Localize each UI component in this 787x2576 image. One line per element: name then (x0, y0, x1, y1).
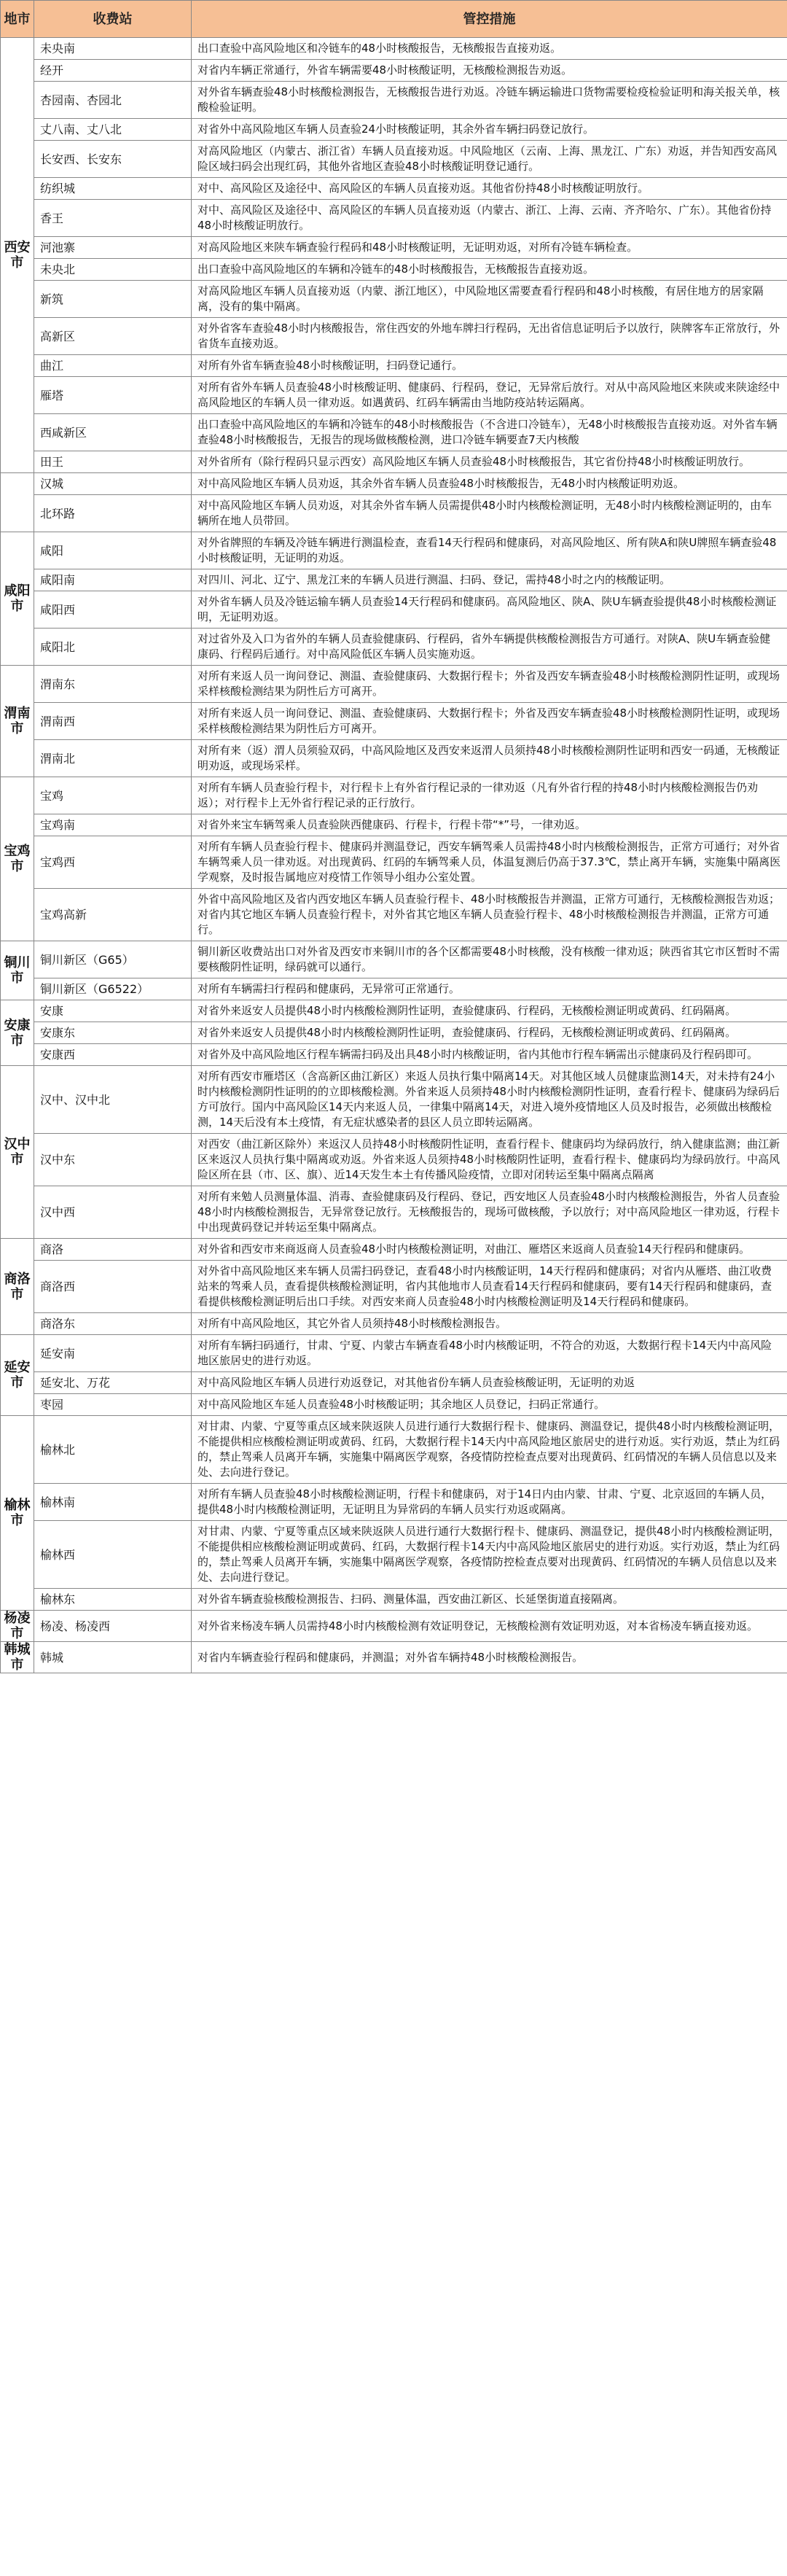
table-row (1, 60, 787, 82)
measure-cell: 铜川新区收费站出口对外省及西安市来铜川市的各个区都需要48小时核酸，没有核酸一律劝返；陕西省其它市区暂时不需要核酸阴性证明，绿码就可以通行。 (192, 941, 787, 978)
measure-cell: 对高风险地区车辆人员直接劝返（内蒙、浙江地区），中风险地区需要查看行程码和48小时核酸，有居住地方的居家隔离，没有的集中隔离。 (192, 281, 787, 318)
measure-cell: 对所有车辆人员查验48小时核酸检测证明，行程卡和健康码，对于14日内由内蒙、甘肃、宁夏、北京返回的车辆人员，提供48小时内核酸检测证明，无证明且为异常码的车辆人员实行劝返或隔离。 (192, 1484, 787, 1521)
table-row (1, 1611, 787, 1642)
table-row (1, 1372, 787, 1394)
station-cell: 宝鸡南 (34, 814, 192, 836)
station-cell: 未央北 (34, 259, 192, 281)
table-row (1, 591, 787, 629)
station-cell: 汉中西 (34, 1186, 192, 1239)
header-measure: 管控措施 (192, 1, 787, 38)
measure-cell: 对甘肃、内蒙、宁夏等重点区域来陕返陕人员进行通行大数据行程卡、健康码、测温登记，提供48小时内核酸检测证明，不能提供相应核酸检测证明或黄码、红码，大数据行程卡14天内中高风险地区旅居史的进行劝返。实行劝返，禁止为红码的，禁止驾乘人员离开车辆，实施集中隔离医学观察，各疫情防控检查点要对出现黄码、红码情况的车辆人员信息以及来处、去向进行登记。 (192, 1416, 787, 1484)
station-cell: 新筑 (34, 281, 192, 318)
table-row (1, 569, 787, 591)
measure-cell: 对所有外省车辆查验48小时核酸证明，扫码登记通行。 (192, 355, 787, 377)
city-cell (1, 473, 34, 532)
measure-cell: 对外省车辆查验48小时核酸检测报告，无核酸报告进行劝返。冷链车辆运输进口货物需要检疫检验证明和海关报关单，核酸检验证明。 (192, 82, 787, 119)
measure-cell: 对外省车辆查验核酸检测报告、扫码、测量体温，西安曲江新区、长延堡街道直接隔离。 (192, 1589, 787, 1611)
station-cell: 河池寨 (34, 237, 192, 259)
table-row (1, 1239, 787, 1261)
table-row (1, 119, 787, 141)
station-cell: 商洛西 (34, 1261, 192, 1313)
station-cell: 长安西、长安东 (34, 141, 192, 178)
station-cell: 咸阳西 (34, 591, 192, 629)
table-row (1, 318, 787, 355)
station-cell: 纺织城 (34, 178, 192, 200)
measure-cell: 出口查验中高风险地区的车辆和冷链车的48小时核酸报告，无核酸报告直接劝返。 (192, 259, 787, 281)
table-row (1, 1394, 787, 1416)
table-row (1, 377, 787, 414)
station-cell: 宝鸡 (34, 777, 192, 814)
measure-cell: 对省外来返安人员提供48小时内核酸检测阴性证明，查验健康码、行程码，无核酸检测证明或黄码、红码隔离。 (192, 1022, 787, 1044)
measure-cell: 对高风险地区（内蒙古、浙江省）车辆人员直接劝返。中风险地区（云南、上海、黑龙江、广东）劝返，并告知西安高风险区域扫码会出现红码，其他外省地区查验48小时核酸证明登记通行。 (192, 141, 787, 178)
city-cell: 西安市 (1, 38, 34, 473)
station-cell: 商洛东 (34, 1313, 192, 1335)
measure-cell: 对过省外及入口为省外的车辆人员查验健康码、行程码，省外车辆提供核酸检测报告方可通行。对陕A、陕U车辆查验健康码、行程码后通行。对中高风险低区车辆人员实施劝返。 (192, 629, 787, 666)
measure-cell: 对外省客车查验48小时内核酸报告，常住西安的外地车牌扫行程码，无出省信息证明后予以放行，陕牌客车正常放行，外省货车直接劝返。 (192, 318, 787, 355)
table-row (1, 1044, 787, 1066)
table-row (1, 141, 787, 178)
station-cell: 宝鸡西 (34, 836, 192, 889)
station-cell: 延安北、万花 (34, 1372, 192, 1394)
measure-cell: 外省中高风险地区及省内西安地区车辆人员查验行程卡、48小时核酸报告并测温，正常方可通行，无核酸检测报告劝返；对省内其它地区车辆人员查验行程卡，对外省其它地区车辆人员查验行程卡、48小时核酸检测报告并测温，正常方可通行。 (192, 889, 787, 941)
station-cell: 安康东 (34, 1022, 192, 1044)
station-cell: 杏园南、杏园北 (34, 82, 192, 119)
station-cell: 韩城 (34, 1642, 192, 1673)
table-row (1, 495, 787, 532)
table-row (1, 1134, 787, 1186)
table-row (1, 532, 787, 569)
city-cell: 渭南市 (1, 666, 34, 777)
measure-cell: 对所有来返人员一询问登记、测温、查验健康码、大数据行程卡；外省及西安车辆查验48小时核酸检测阴性证明，或现场采样核酸检测结果为阴性后方可离开。 (192, 666, 787, 703)
table-row (1, 777, 787, 814)
measure-cell: 对所有西安市雁塔区（含高新区曲江新区）来返人员执行集中隔离14天。对其他区域人员健康监测14天，对未持有24小时内核酸检测阴性证明的的立即核酸检测。外省来返人员须持48小时内核酸检测阴性证明，查看行程卡、健康码为绿码后方可放行。国内中高风险区14天内来返人员，一律集中隔离14天，对进入境外疫情地区人员及时报告，必须做出核酸检测，14天后没有本土疫情，有无症状感染者的县区人员立即转运隔离。 (192, 1066, 787, 1134)
station-cell: 咸阳南 (34, 569, 192, 591)
measure-cell: 对所有省外车辆人员查验48小时核酸证明、健康码、行程码，登记，无异常后放行。对从中高风险地区来陕或来陕途经中高风险地区的车辆人员一律劝返。如遇黄码、红码车辆需由当地防疫站转运隔离。 (192, 377, 787, 414)
table-row (1, 629, 787, 666)
measure-cell: 对中高风险地区车辆人员进行劝返登记，对其他省份车辆人员查验核酸证明，无证明的劝返 (192, 1372, 787, 1394)
table-row (1, 355, 787, 377)
table-row (1, 1521, 787, 1589)
station-cell: 渭南西 (34, 703, 192, 740)
station-cell: 曲江 (34, 355, 192, 377)
measure-cell: 对所有车辆需扫行程码和健康码，无异常可正常通行。 (192, 978, 787, 1000)
measure-cell: 对所有中高风险地区，其它外省人员须持48小时核酸检测报告。 (192, 1313, 787, 1335)
table-row (1, 1589, 787, 1611)
station-cell: 未央南 (34, 38, 192, 60)
table-row (1, 414, 787, 451)
city-cell: 韩城市 (1, 1642, 34, 1673)
table-body (1, 38, 787, 1673)
measure-cell: 对所有来返人员一询问登记、测温、查验健康码、大数据行程卡；外省及西安车辆查验48小时核酸检测阴性证明，或现场采样核酸检测结果为阴性后方可离开。 (192, 703, 787, 740)
station-cell: 北环路 (34, 495, 192, 532)
station-cell: 安康 (34, 1000, 192, 1022)
measure-cell: 对省外来宝车辆驾乘人员查验陕西健康码、行程卡，行程卡带“*”号，一律劝返。 (192, 814, 787, 836)
measure-cell: 对省内车辆查验行程码和健康码，并测温；对外省车辆持48小时核酸检测报告。 (192, 1642, 787, 1673)
measure-cell: 对省外及中高风险地区行程车辆需扫码及出具48小时内核酸证明，省内其他市行程车辆需出示健康码及行程码即可。 (192, 1044, 787, 1066)
measure-cell: 对西安（曲江新区除外）来返汉人员持48小时核酸阴性证明，查看行程卡、健康码均为绿码放行，纳入健康监测；曲江新区来返汉人员执行集中隔离或劝返。外省来返人员须持48小时核酸阴性证明，查看行程卡、健康码均为绿码放行。中高风险区所在县（市、区、旗）、近14天发生本土有传播风险疫情，立即对闭转运至集中隔离点隔离 (192, 1134, 787, 1186)
table-row (1, 38, 787, 60)
station-cell: 延安南 (34, 1335, 192, 1372)
measure-cell: 对中、高风险区及途径中、高风险区的车辆人员直接劝返。其他省份持48小时核酸证明放行。 (192, 178, 787, 200)
station-cell: 安康西 (34, 1044, 192, 1066)
header-city: 地市 (1, 1, 34, 38)
station-cell: 汉中东 (34, 1134, 192, 1186)
city-cell: 咸阳市 (1, 532, 34, 666)
measure-cell: 对所有车辆人员查验行程卡，对行程卡上有外省行程记录的一律劝返（凡有外省行程的持48小时内核酸检测报告仍劝返）；对行程卡上无外省行程记录的正行放行。 (192, 777, 787, 814)
station-cell: 渭南北 (34, 740, 192, 777)
station-cell: 榆林南 (34, 1484, 192, 1521)
station-cell: 枣园 (34, 1394, 192, 1416)
station-cell: 西咸新区 (34, 414, 192, 451)
station-cell: 香王 (34, 200, 192, 237)
measure-cell: 对所有来（返）渭人员须验双码，中高风险地区及西安来返渭人员须持48小时核酸检测阴性证明和西安一码通，无核酸证明劝返，或现场采样。 (192, 740, 787, 777)
measure-cell: 对四川、河北、辽宁、黑龙江来的车辆人员进行测温、扫码、登记，需持48小时之内的核酸证明。 (192, 569, 787, 591)
table-row (1, 814, 787, 836)
measure-cell: 对省外来返安人员提供48小时内核酸检测阴性证明，查验健康码、行程码，无核酸检测证明或黄码、红码隔离。 (192, 1000, 787, 1022)
table-row (1, 836, 787, 889)
city-cell: 延安市 (1, 1335, 34, 1416)
table-row (1, 1186, 787, 1239)
measure-cell: 对省内车辆正常通行，外省车辆需要48小时核酸证明，无核酸检测报告劝返。 (192, 60, 787, 82)
table-row (1, 1022, 787, 1044)
measure-cell: 对高风险地区来陕车辆查验行程码和48小时核酸证明，无证明劝返，对所有冷链车辆检查。 (192, 237, 787, 259)
table-row (1, 978, 787, 1000)
table-row (1, 1642, 787, 1673)
city-cell: 铜川市 (1, 941, 34, 1000)
table-row (1, 1313, 787, 1335)
table-row (1, 666, 787, 703)
table-row (1, 740, 787, 777)
station-cell: 宝鸡高新 (34, 889, 192, 941)
measure-cell: 对所有来勉人员测量体温、消毒、查验健康码及行程码、登记，西安地区人员查验48小时内核酸检测报告，外省人员查验48小时内核酸检测报告，无异常登记放行。无核酸报告的，现场可做核酸，予以放行；对中高风险地区一律劝返，行程卡中出现黄码登记并转运至集中隔离点。 (192, 1186, 787, 1239)
table-row (1, 1484, 787, 1521)
measure-cell: 对所有车辆人员查验行程卡、健康码并测温登记，西安车辆驾乘人员需持48小时内核酸检测报告，正常方可通行；对外省车辆驾乘人员一律劝返。对出现黄码、红码的车辆驾乘人员，体温复测后仍高于37.3℃，禁止离开车辆，实施集中隔离医学观察，及时报告属地应对疫情工作领导小组办公室处置。 (192, 836, 787, 889)
measure-cell: 对外省和西安市来商返商人员查验48小时内核酸检测证明，对曲江、雁塔区来返商人员查验14天行程码和健康码。 (192, 1239, 787, 1261)
header-station: 收费站 (34, 1, 192, 38)
table-row (1, 889, 787, 941)
station-cell: 榆林北 (34, 1416, 192, 1484)
measure-cell: 出口查验中高风险地区的车辆和冷链车的48小时核酸报告（不含进口冷链车），无48小时核酸报告直接劝返。对外省车辆查验48小时核酸报告，无报告的现场做核酸检测，进口冷链车辆要查7天内核酸 (192, 414, 787, 451)
measure-cell: 对中、高风险区及途径中、高风险区的车辆人员直接劝返（内蒙古、浙江、上海、云南、齐齐哈尔、广东）。其他省份持48小时核酸证明放行。 (192, 200, 787, 237)
station-cell: 雁塔 (34, 377, 192, 414)
table-row (1, 200, 787, 237)
station-cell: 经开 (34, 60, 192, 82)
measure-cell: 对外省车辆人员及冷链运输车辆人员查验14天行程码和健康码。高风险地区、陕A、陕U车辆查验提供48小时核酸检测证明，无证明劝返。 (192, 591, 787, 629)
measure-cell: 对外省来杨凌车辆人员需持48小时内核酸检测有效证明登记，无核酸检测有效证明劝返，对本省杨凌车辆直接劝返。 (192, 1611, 787, 1642)
measure-cell: 对甘肃、内蒙、宁夏等重点区域来陕返陕人员进行通行大数据行程卡、健康码、测温登记，提供48小时内核酸检测证明，不能提供相应核酸检测证明或黄码、红码，大数据行程卡14天内中高风险地区旅居史的进行劝返。实行劝返，禁止为红码的，禁止驾乘人员离开车辆，实施集中隔离医学观察，各疫情防控检查点要对出现黄码、红码情况的车辆人员信息以及来处、去向进行登记。 (192, 1521, 787, 1589)
table-row (1, 1066, 787, 1134)
station-cell: 汉城 (34, 473, 192, 495)
measure-cell: 对中高风险地区车辆人员劝返，其余外省车辆人员查验48小时核酸报告，无48小时内核酸证明劝返。 (192, 473, 787, 495)
table-row (1, 178, 787, 200)
measure-cell: 对外省牌照的车辆及冷链车辆进行测温检查，查看14天行程码和健康码，对高风险地区、所有陕A和陕U牌照车辆查验48小时核酸证明，无证明的劝返。 (192, 532, 787, 569)
measure-cell: 出口查验中高风险地区和冷链车的48小时核酸报告，无核酸报告直接劝返。 (192, 38, 787, 60)
station-cell: 丈八南、丈八北 (34, 119, 192, 141)
measure-cell: 对外省中高风险地区来车辆人员需扫码登记，查看48小时内核酸证明，14天行程码和健康码；对省内从雁塔、曲江收费站来的驾乘人员，查看提供核酸检测证明，省内其他地市人员查看14天行程码和健康码，要有14天行程码和健康码，查看提供核酸检测证明后出口手续。对西安来商人员查验48小时内核酸检测证明及14天行程码和健康码。 (192, 1261, 787, 1313)
table-row (1, 82, 787, 119)
measure-cell: 对中高风险地区车辆人员劝返，对其余外省车辆人员需提供48小时内核酸检测证明，无48小时内核酸检测证明的，由车辆所在地人员带回。 (192, 495, 787, 532)
table-row (1, 1000, 787, 1022)
table-row (1, 1261, 787, 1313)
city-cell: 杨凌市 (1, 1611, 34, 1642)
station-cell: 咸阳北 (34, 629, 192, 666)
station-cell: 高新区 (34, 318, 192, 355)
table-row (1, 259, 787, 281)
table-row (1, 281, 787, 318)
table-row (1, 451, 787, 473)
city-cell: 汉中市 (1, 1066, 34, 1239)
measure-cell: 对所有车辆扫码通行，甘肃、宁夏、内蒙古车辆查看48小时内核酸证明，不符合的劝返，大数据行程卡14天内中高风险地区旅居史的进行劝返。 (192, 1335, 787, 1372)
city-cell: 商洛市 (1, 1239, 34, 1335)
station-cell: 铜川新区（G6522） (34, 978, 192, 1000)
station-cell: 铜川新区（G65） (34, 941, 192, 978)
station-cell: 榆林西 (34, 1521, 192, 1589)
city-cell: 榆林市 (1, 1416, 34, 1611)
header-row (1, 1, 787, 38)
measure-cell: 对外省所有（除行程码只显示西安）高风险地区车辆人员查验48小时核酸报告，其它省份持48小时核酸证明放行。 (192, 451, 787, 473)
table-row (1, 1416, 787, 1484)
station-cell: 榆林东 (34, 1589, 192, 1611)
station-cell: 杨凌、杨凌西 (34, 1611, 192, 1642)
city-cell: 安康市 (1, 1000, 34, 1066)
station-cell: 咸阳 (34, 532, 192, 569)
station-cell: 田王 (34, 451, 192, 473)
table-row (1, 703, 787, 740)
table-row (1, 941, 787, 978)
measure-cell: 对省外中高风险地区车辆人员查验24小时核酸证明，其余外省车辆扫码登记放行。 (192, 119, 787, 141)
table-row (1, 237, 787, 259)
table-row (1, 1335, 787, 1372)
measure-cell: 对中高风险地区车延人员查验48小时核酸证明；其余地区人员登记，扫码正常通行。 (192, 1394, 787, 1416)
station-cell: 商洛 (34, 1239, 192, 1261)
station-cell: 汉中、汉中北 (34, 1066, 192, 1134)
table-row (1, 473, 787, 495)
station-cell: 渭南东 (34, 666, 192, 703)
city-cell: 宝鸡市 (1, 777, 34, 941)
